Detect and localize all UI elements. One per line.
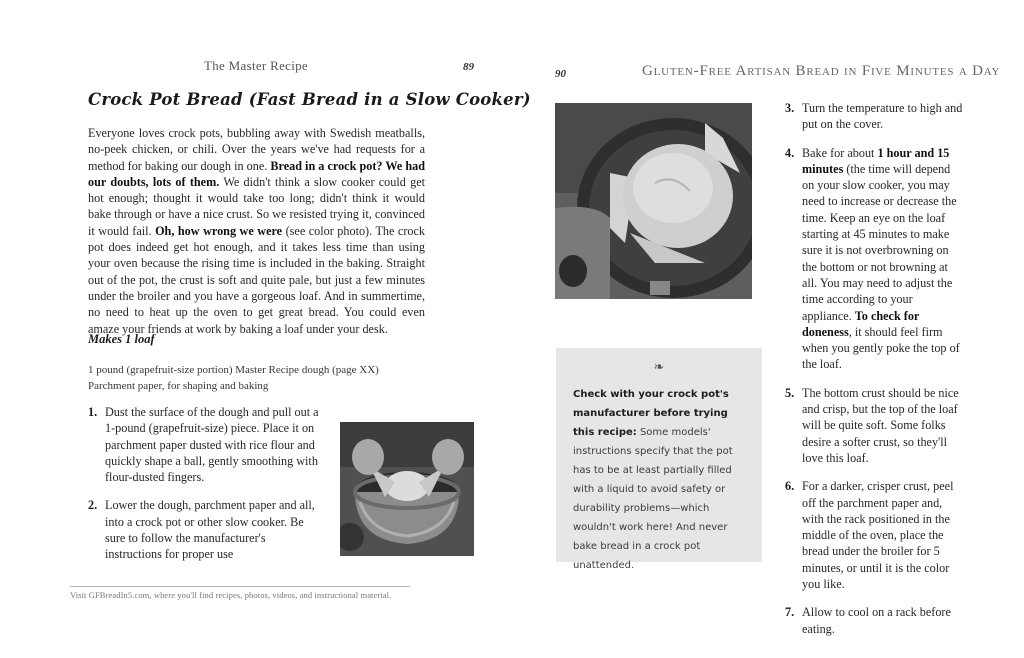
intro-text-3: (see color photo). The crock pot does indeed get hot enough, and it takes less time than using your oven because the rising time is included in the baking. Straight out of the pot, the crust is soft and quite pale, but just a few minutes under the broiler and you have a gorgeous loaf. And in summertime, no need to heat up the oven to get great bread. You could even amaze your friends at work by baking a loaf under your desk.	[88, 223, 425, 336]
running-head-right: Gluten-Free Artisan Bread in Five Minutes a Day	[642, 63, 1001, 79]
recipe-title: Crock Pot Bread (Fast Bread in a Slow Cooker)	[88, 90, 531, 109]
step-number: 1.	[88, 405, 98, 419]
step-item	[785, 478, 963, 592]
step-text: The bottom crust should be nice and crisp, but the top of the loaf will be quite soft. Some folks desire a softer crust, so they'll love this loaf.	[802, 385, 959, 465]
step-text-part: (the time will depend on your slow cooker, you may need to increase or decrease the time. Keep an eye on the loaf starting at 45 minutes to make sure it is not overbrowning on the bottom or not browning at all. You may need to adjust the time according to your appliance.	[802, 161, 957, 323]
page-number-right: 90	[555, 68, 566, 80]
step-number: 6.	[785, 479, 795, 494]
step-text: Lower the dough, parchment paper and all, into a crock pot or other slow cooker. Be sure to follow the manufacturer's instructions for proper use	[105, 498, 315, 562]
footer-rule	[70, 586, 410, 587]
step-text: Allow to cool on a rack before eating.	[802, 605, 951, 636]
step-item	[88, 404, 320, 485]
step-number: 7.	[785, 605, 795, 620]
step-text-part: Bake for about	[802, 145, 878, 160]
step-item	[785, 385, 963, 466]
step-item	[88, 497, 320, 562]
intro-bold-2: Oh, how wrong we were	[155, 223, 283, 238]
photo-shaping-dough	[340, 422, 474, 556]
ingredients-list	[88, 362, 418, 394]
step-bold-part: To check for doneness	[802, 308, 920, 339]
step-text-part: , it should feel firm when you gently poke the top of the loaf.	[802, 324, 960, 372]
step-item	[785, 604, 963, 637]
steps-list-right	[785, 100, 963, 637]
sidebar-text	[556, 375, 762, 575]
intro-text-1: Everyone loves crock pots, bubbling away with Swedish meatballs, no-peek chicken, or chili. Over the years we've had requests for a method for baking our dough in one.	[88, 126, 425, 173]
photo-baked-loaf	[555, 103, 752, 299]
intro-paragraph	[88, 125, 425, 337]
step-item	[785, 100, 963, 133]
step-number: 2.	[88, 498, 98, 513]
crock-pot-dough-illustration	[340, 422, 474, 556]
page-number-left: 89	[463, 61, 474, 73]
yield: Makes 1 loaf	[88, 332, 155, 346]
step-text: Dust the surface of the dough and pull out a 1-pound (grapefruit-size) piece. Place it on parchment paper dusted with rice flour and quickly shape a ball, gently smoothing with flour-dusted fingers.	[105, 405, 319, 485]
ornament-icon: ❧	[653, 360, 665, 375]
sidebar-bold-text: Check with your crock pot's manufacturer before trying this recipe:	[573, 389, 729, 438]
step-item	[785, 145, 963, 373]
baked-loaf-illustration	[555, 103, 752, 299]
running-head-left: The Master Recipe	[204, 58, 309, 73]
footer-text: Visit GFBreadIn5.com, where you'll find recipes, photos, videos, and instructional material.	[70, 590, 392, 600]
step-text: Turn the temperature to high and put on the cover.	[802, 101, 963, 132]
steps-list-left	[88, 404, 320, 563]
sidebar-body-text: Some models' instructions specify that the pot has to be at least partially filled with a liquid to avoid safety or durability problems—which wouldn't work here! And never bake bread in a crock pot unattended.	[573, 427, 733, 571]
step-bold-part: 1 hour and 15 minutes	[802, 145, 950, 176]
step-number: 4.	[785, 145, 795, 160]
caution-sidebar	[556, 348, 762, 571]
ingredient-item: 1 pound (grapefruit-size portion) Master Recipe dough (page XX)	[88, 364, 379, 376]
step-text	[802, 145, 963, 373]
step-number: 3.	[785, 101, 795, 115]
step-number: 5.	[785, 385, 795, 400]
intro-bold-1: Bread in a crock pot? We had our doubts, lots of them.	[88, 158, 425, 189]
intro-text-2: We didn't think a slow cooker could get hot enough; thought it would take too long; didn't think it would bake through or have a nice crust. So we resisted trying it, convinced it would fail.	[88, 174, 426, 238]
step-text: For a darker, crisper crust, peel off the parchment paper and, with the rack positioned in the middle of the oven, place the bread under the broiler for 5 minutes, or until it is the color you like.	[802, 479, 954, 592]
ingredient-item: Parchment paper, for shaping and baking	[88, 380, 269, 392]
